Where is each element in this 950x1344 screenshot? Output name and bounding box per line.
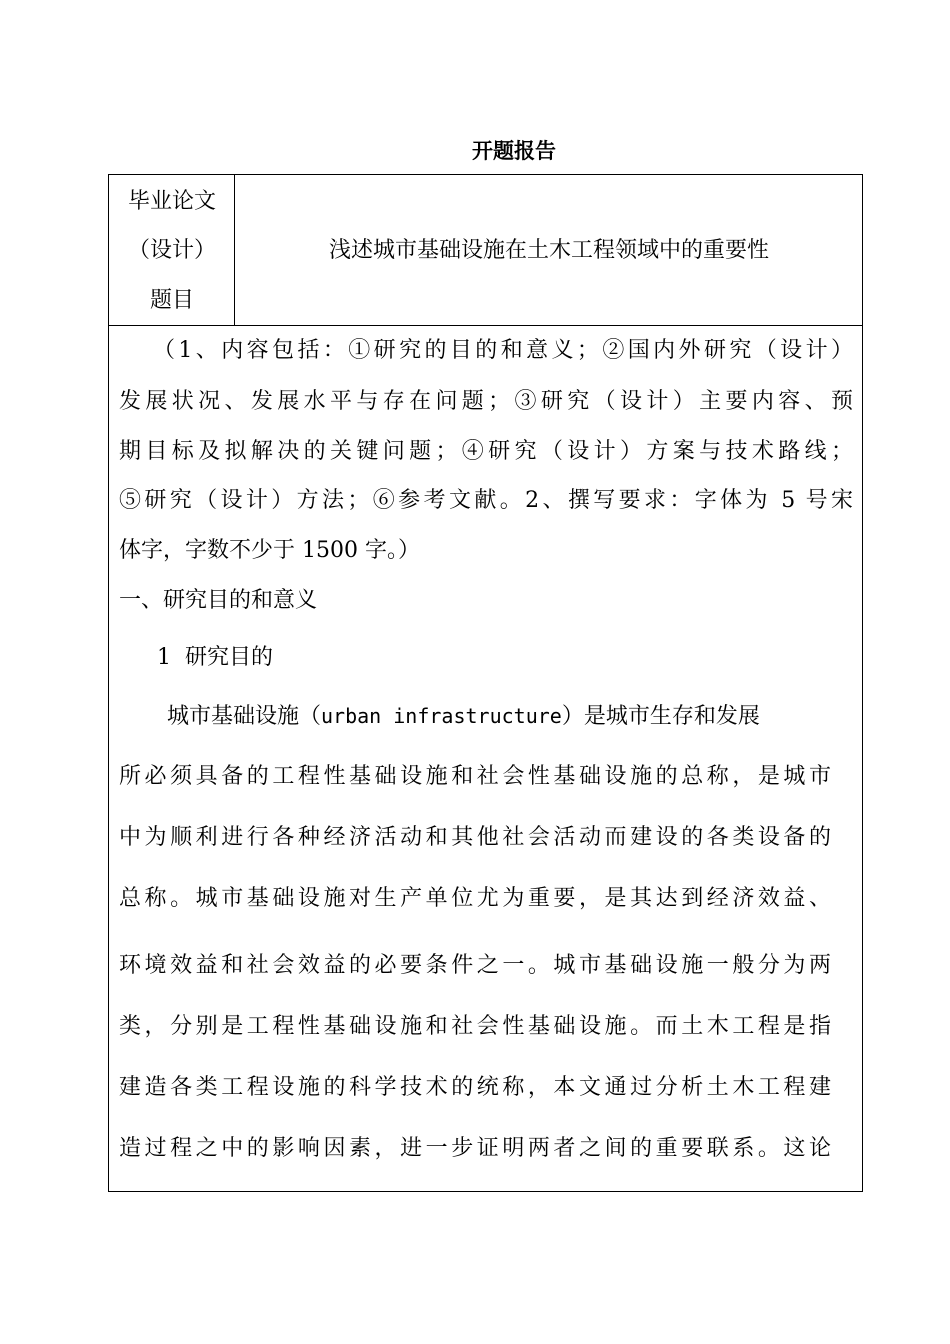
proposal-table: [108, 174, 863, 1192]
body-line-3: 中为顺利进行各种经济活动和其他社会活动而建设的各类设备的: [119, 825, 831, 850]
body-line-1-end: ）是城市生存和发展: [561, 704, 760, 729]
body-line-5: 环境效益和社会效益的必要条件之一。城市基础设施一般分为两: [119, 953, 831, 978]
subsection-heading: 1 研究目的: [157, 645, 273, 670]
topic-label-line-2: （设计）: [127, 238, 216, 263]
english-term: urban infrastructure: [321, 704, 562, 728]
instruction-line-4: ⑤研究（设计）方法；⑥参考文献。2、撰写要求：字体为 5 号宋: [119, 488, 853, 513]
body-line-8: 造过程之中的影响因素，进一步证明两者之间的重要联系。这论: [119, 1136, 831, 1161]
body-line-2: 所必须具备的工程性基础设施和社会性基础设施的总称，是城市: [119, 764, 831, 789]
instruction-line-2: 发展状况、发展水平与存在问题；③研究（设计）主要内容、预: [119, 389, 853, 414]
topic-value-cell: [235, 175, 863, 325]
thesis-topic: 浅述城市基础设施在土木工程领域中的重要性: [328, 238, 769, 263]
body-line-7: 建造各类工程设施的科学技术的统称，本文通过分析土木工程建: [119, 1075, 831, 1100]
body-line-4: 总称。城市基础设施对生产单位尤为重要，是其达到经济效益、: [119, 886, 831, 911]
body-line-1: [167, 701, 760, 732]
instruction-line-5: 体字，字数不少于 1500 字。）: [119, 538, 420, 563]
instruction-line-1: （1、内容包括：①研究的目的和意义；②国内外研究（设计）: [153, 338, 853, 363]
page-title: 开题报告: [472, 139, 556, 163]
section-heading: 一、研究目的和意义: [119, 588, 318, 613]
topic-label-line-1: 毕业论文: [127, 189, 216, 214]
topic-label-cell: [109, 175, 235, 325]
body-line-6: 类，分别是工程性基础设施和社会性基础设施。而土木工程是指: [119, 1014, 831, 1039]
row-divider: [109, 325, 863, 326]
topic-label-line-3: 题目: [149, 288, 194, 313]
instruction-line-3: 期目标及拟解决的关键问题；④研究（设计）方案与技术路线；: [119, 439, 853, 464]
body-line-1-start: 城市基础设施（: [167, 704, 322, 729]
